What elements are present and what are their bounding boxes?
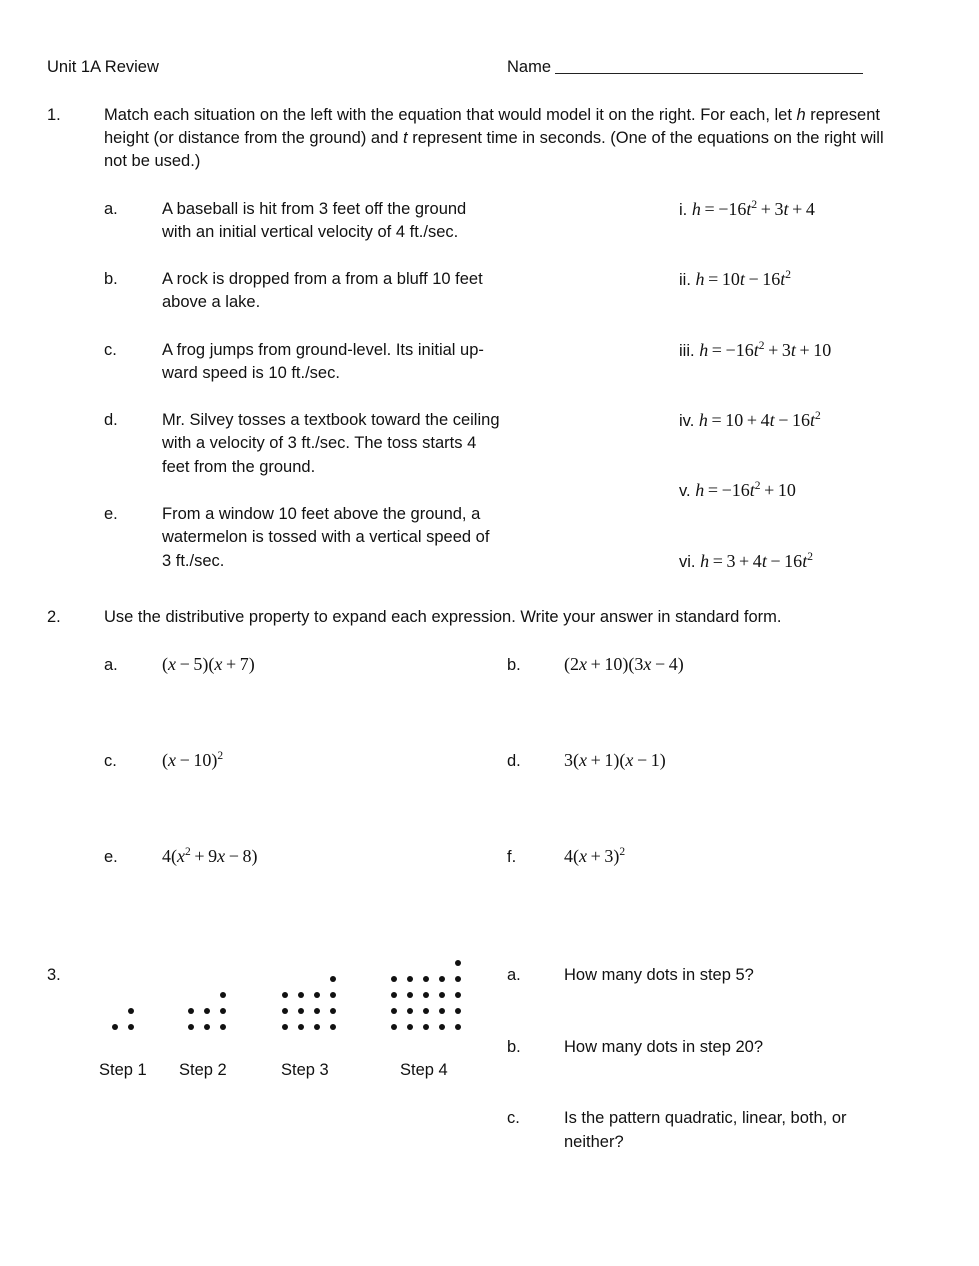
q1-situation-line: 3 ft./sec. [162,552,225,570]
q3-question-label: a. [507,966,521,984]
name-blank-line[interactable] [555,58,863,74]
q1-equation [679,409,821,433]
q1-situation-label: c. [104,341,117,359]
q1-situation-line: with an initial vertical velocity of 4 ft./sec. [162,223,459,241]
step-label: Step 2 [179,1061,227,1079]
q1-equation-label: vi. [679,553,696,571]
q2-prompt: Use the distributive property to expand each expression. Write your answer in standard form. [104,608,782,626]
q2-number: 2. [47,608,61,626]
worksheet-title: Unit 1A Review [47,58,159,76]
q1-equation-expr: $h = 10t - 16t^2$ [695,269,792,289]
q1-situation-line: watermelon is tossed with a vertical speed of [162,528,490,546]
q1-equation [679,550,813,574]
q1-situation-label: a. [104,200,118,218]
q1-situation-line: ward speed is 10 ft./sec. [162,364,340,382]
q3-question-text: How many dots in step 20? [564,1038,764,1056]
q1-equation [679,479,796,503]
q2-item-label: b. [507,656,521,674]
step-label: Step 1 [99,1061,147,1079]
q1-var-t: t [403,129,408,147]
q2-expression: 3(x + 1)(x − 1) [564,750,666,770]
q1-equation-label: i. [679,201,688,219]
q3-question-text: Is the pattern quadratic, linear, both, or [564,1109,847,1127]
q2-item-label: e. [104,848,118,866]
q1-equation-label: iii. [679,342,695,360]
q1-situation-label: b. [104,270,118,288]
dot-pattern-figure [100,950,480,1040]
q1-equation-expr: $h = 3 + 4t - 16t^2$ [700,551,813,571]
q1-equation [679,268,791,292]
q1-situation-label: e. [104,505,118,523]
q1-situation-line: A frog jumps from ground-level. Its initial up- [162,341,484,359]
q1-var-h: h [796,106,806,124]
step-4-dots [391,960,461,1030]
q1-equation-expr: $h = -16t^2 + 3t + 10$ [699,340,832,360]
q1-number: 1. [47,106,61,124]
q1-equation-label: iv. [679,412,695,430]
q2-item-label: a. [104,656,118,674]
q1-equation [679,198,815,222]
q1-situation-line: Mr. Silvey tosses a textbook toward the ceiling [162,411,500,429]
step-label: Step 4 [400,1061,448,1079]
q2-item-label: d. [507,752,521,770]
step-3-dots [282,976,336,1030]
q3-question-text: neither? [564,1133,624,1151]
q1-equation-label: ii. [679,271,691,289]
q1-prompt-part: represent height (or distance from the ground) and [104,106,880,147]
name-label: Name [507,58,552,76]
q3-question-label: c. [507,1109,520,1127]
q1-situation-line: feet from the ground. [162,458,316,476]
q1-equation [679,339,831,363]
q2-item-label: c. [104,752,117,770]
q1-situation-line: with a velocity of 3 ft./sec. The toss starts 4 [162,434,477,452]
q2-expression: (x − 5)(x + 7) [162,654,255,674]
q2-expression: $4(x^2 + 9x - 8)$ [162,846,258,866]
q1-equation-expr: $h = 10 + 4t - 16t^2$ [698,410,821,430]
q1-situation-line: A rock is dropped from a from a bluff 10 feet [162,270,483,288]
q2-expression: $4(x + 3)^2$ [564,846,626,866]
q1-prompt-part: represent time in seconds. (One of the equations on the right will not be used.) [104,129,884,170]
q1-equation-expr: $h = -16t^2 + 10$ [695,480,796,500]
q3-number: 3. [47,966,61,984]
name-field[interactable] [507,56,863,79]
q1-equation-expr: $h = -16t^2 + 3t + 4$ [691,199,815,219]
q1-prompt-part: Match each situation on the left with the equation that would model it on the right. For each, let [104,106,797,124]
q1-situation-label: d. [104,411,118,429]
q1-situation-line: From a window 10 feet above the ground, a [162,505,481,523]
q2-expression: (2x + 10)(3x − 4) [564,654,684,674]
step-label: Step 3 [281,1061,329,1079]
q1-situation-line: A baseball is hit from 3 feet off the ground [162,200,467,218]
q2-item-label: f. [507,848,517,866]
q2-expression: $(x - 10)^2$ [162,750,224,770]
step-1-dots [112,1008,134,1030]
step-2-dots [188,992,226,1030]
q1-situation-line: above a lake. [162,293,261,311]
q3-question-text: How many dots in step 5? [564,966,754,984]
q1-equation-label: v. [679,482,691,500]
q1-prompt [104,104,909,173]
q3-question-label: b. [507,1038,521,1056]
